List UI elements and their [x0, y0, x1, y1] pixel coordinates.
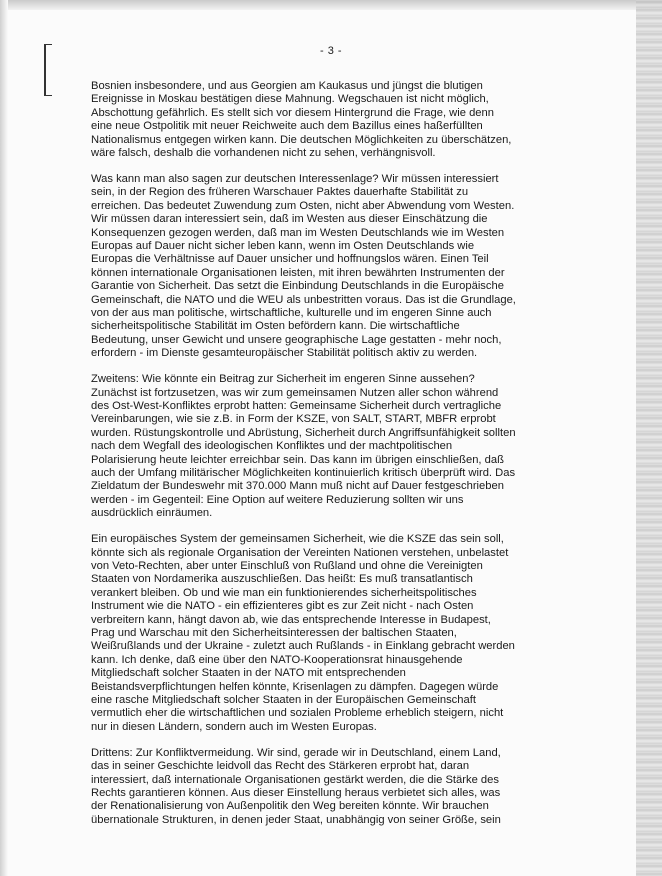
- text-line: sein, in der Region des früheren Warschauer Paktes dauerhafte Stabilität zu: [91, 186, 469, 199]
- text-line: sicherheitspolitische Stabilität im Osten befördern kann. Die wirtschaftliche: [91, 320, 460, 333]
- text-line: werden - im Gegenteil: Eine Option auf weitere Reduzierung sollten wir uns: [91, 493, 464, 506]
- body-text: [91, 80, 636, 840]
- text-line: Zweitens: Wie könnte ein Beitrag zur Sicherheit im engeren Sinne aussehen?: [91, 373, 475, 386]
- text-line: Instrument wie die NATO - ein effizienteres gibt es zur Zeit nicht - nach Osten: [91, 600, 474, 613]
- text-line: interessiert, daß internationale Organisationen gestärkt werden, die die Stärke des: [91, 773, 499, 786]
- text-line: verankert bleiben. Ob und wie man ein funktionierendes sicherheitspolitisches: [91, 586, 477, 599]
- text-line: der Renationalisierung von Außenpolitik den Weg bereiten könnte. Wir brauchen: [91, 800, 489, 813]
- text-line: Abschottung gefährlich. Es stellt sich vor diesem Hintergrund die Frage, wie denn: [91, 106, 494, 119]
- text-line: nach dem Wegfall des ideologischen Konfliktes und der machtpolitischen: [91, 440, 453, 453]
- scan-edge-top: [0, 0, 662, 10]
- text-line: eine neue Ostpolitik mit neuer Reichweite auch dem Bazillus eines haßerfüllten: [91, 120, 483, 133]
- text-line: Vereinbarungen, wie sie z.B. in Form der KSZE, von SALT, START, MBFR erprobt: [91, 413, 496, 426]
- paragraph: [91, 533, 636, 734]
- text-line: Polarisierung heute leichter erreichbar sein. Das kann im übrigen einschließen, daß: [91, 453, 504, 466]
- text-line: Beistandsverpflichtungen helfen könnte, Krisenlagen zu dämpfen. Dagegen würde: [91, 680, 499, 693]
- text-line: nur in diesen Ländern, sondern auch im Westen Europas.: [91, 720, 377, 733]
- paragraph: [91, 173, 636, 361]
- text-line: von der aus man politische, wirtschaftliche, kulturelle und im engeren Sinne auch: [91, 307, 492, 319]
- text-line: erreichen. Das bedeutet Zuwendung zum Osten, nicht aber Abwendung vom Westen.: [91, 199, 515, 212]
- text-line: Drittens: Zur Konfliktvermeidung. Wir sind, gerade wir in Deutschland, einem Land,: [91, 746, 501, 759]
- text-line: könnte sich als regionale Organisation der Vereinten Nationen verstehen, unbelastet: [91, 546, 509, 559]
- text-line: Wir müssen daran interessiert sein, daß im Westen aus dieser Einschätzung die: [91, 213, 488, 226]
- text-line: auch der Umfang militärischer Möglichkeiten kontinuierlich kritisch überprüft wird. Das: [91, 466, 516, 479]
- text-line: Ereignisse in Moskau bestätigen diese Mahnung. Wegschauen ist nicht möglich,: [91, 93, 489, 106]
- text-line: Europas die Verhältnisse auf Dauer unsicher und hoffnungslos wären. Einen Teil: [91, 253, 489, 266]
- text-line: Bosnien insbesondere, und aus Georgien am Kaukasus und jüngst die blutigen: [91, 80, 483, 92]
- text-line: Staaten von Nordamerika auszuschließen. Das heißt: Es muß transatlantisch: [91, 573, 473, 586]
- text-line: Zieldatum der Bundeswehr mit 370.000 Mann muß nicht auf Dauer festgeschrieben: [91, 480, 504, 493]
- paragraph: [91, 373, 636, 520]
- text-line: wurden. Rüstungskontrolle und Abrüstung, Sicherheit durch Angriffsunfähigkeit sollten: [91, 426, 516, 439]
- text-line: Weißrußlands und der Ukraine - zuletzt auch Rußlands - in Einklang gebracht werden: [91, 640, 515, 653]
- text-line: Konsequenzen gezogen werden, daß man im Westen Deutschlands wie im Westen: [91, 226, 505, 239]
- text-line: Bedeutung, unser Gewicht und unsere geographische Lage gestatten - mehr noch,: [91, 333, 502, 346]
- text-line: erfordern - im Dienste gesamteuropäischer Stabilität politisch aktiv zu werden.: [91, 347, 478, 360]
- text-line: ausdrücklich einräumen.: [91, 507, 213, 520]
- scan-edge-right: [636, 0, 662, 876]
- text-line: von Veto-Rechten, aber unter Einschluß von Rußland und ohne die Vereinigten: [91, 559, 483, 572]
- text-line: können internationale Organisationen leisten, mit ihren bewährten Instrumenten der: [91, 266, 505, 279]
- text-line: Prag und Warschau mit den Sicherheitsinteressen der baltischen Staaten,: [91, 626, 457, 639]
- page-number: - 3 -: [319, 45, 343, 57]
- text-line: eine rasche Mitgliedschaft solcher Staaten in der Europäischen Gemeinschaft: [91, 693, 476, 706]
- text-line: verbreitern kann, hängt davon ab, wie das entsprechende Interesse in Budapest,: [91, 613, 491, 626]
- text-line: wäre falsch, deshalb die vorhandenen nicht zu sehen, verhängnisvoll.: [91, 147, 436, 160]
- text-line: Rechts garantieren können. Aus dieser Einstellung heraus verbietet sich alles, was: [91, 786, 501, 799]
- text-line: des Ost-West-Konfliktes erprobt hatten: Gemeinsame Sicherheit durch vertragliche: [91, 399, 502, 412]
- text-line: Gemeinschaft, die NATO und die WEU als unbestritten voraus. Das ist die Grundlage,: [91, 293, 516, 306]
- text-line: Mitgliedschaft solcher Staaten in der NATO mit entsprechenden: [91, 667, 406, 680]
- paragraph: [91, 80, 636, 160]
- text-line: vermutlich eher die wirtschaftlichen und sozialen Probleme erheblich steigern, nicht: [91, 707, 504, 720]
- text-line: Ein europäisches System der gemeinsamen Sicherheit, wie die KSZE das sein soll,: [91, 533, 504, 546]
- text-line: Garantie von Sicherheit. Das setzt die Einbindung Deutschlands in die Europäische: [91, 280, 504, 293]
- text-line: Nationalismus entgegen wirken kann. Die deutschen Möglichkeiten zu überschätzen,: [91, 133, 512, 146]
- text-line: Europas auf Dauer nicht sicher leben kann, wenn im Osten Deutschlands wie: [91, 239, 475, 252]
- scan-edge-left: [0, 0, 8, 876]
- paragraph: [91, 747, 636, 827]
- text-line: Was kann man also sagen zur deutschen Interessenlage? Wir müssen interessiert: [91, 172, 499, 185]
- text-line: kann. Ich denke, daß eine über den NATO-Kooperationsrat hinausgehende: [91, 653, 463, 666]
- text-line: übernationale Strukturen, in denen jeder Staat, unabhängig von seiner Größe, sein: [91, 813, 501, 826]
- text-line: das in seiner Geschichte leidvoll das Recht des Stärkeren erprobt hat, daran: [91, 760, 470, 773]
- text-line: Zunächst ist fortzusetzen, was wir zum gemeinsamen Nutzen aller schon während: [91, 386, 499, 399]
